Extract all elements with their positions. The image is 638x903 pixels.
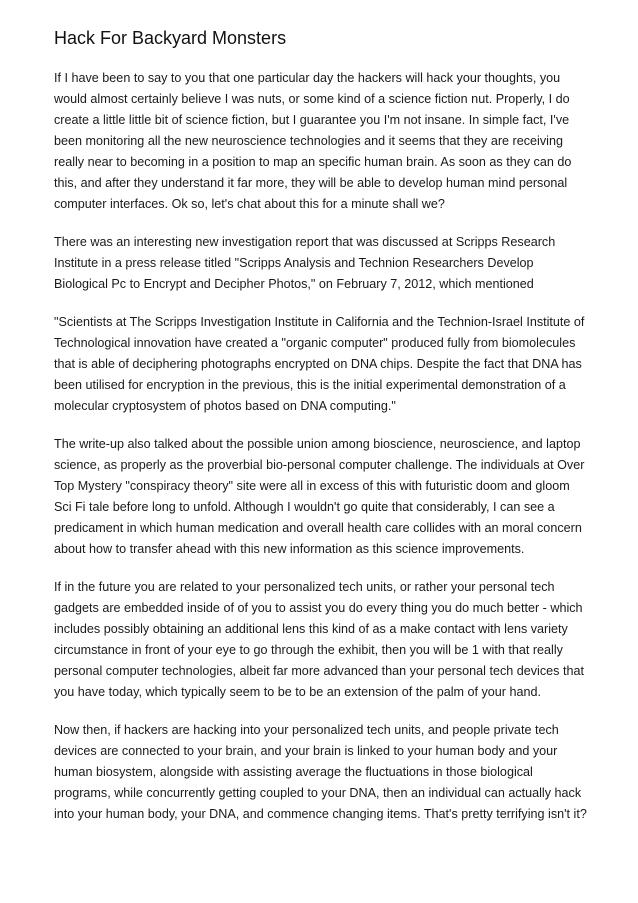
paragraph-1: If I have been to say to you that one particular day the hackers will hack your thoughts, you would almost certainly believe I was nuts, or some kind of a science fiction nut. Properly, I do create a little little bit of science fiction, but I guarantee you I'm not insane. In simple fact, I've been monitoring all the new neuroscience technologies and it seems that they are receiving really near to becoming in a position to map an specific human brain. As soon as they can do this, and after they understand it far more, they will be able to develop human mind personal computer interfaces. Ok so, let's chat about this for a minute shall we? bbox=[54, 71, 572, 211]
paragraph-2: There was an interesting new investigation report that was discussed at Scripps Research Institute in a press release titled "Scripps Analysis and Technion Researchers Develop Biological Pc to Encrypt and Decipher Photos," on February 7, 2012, which mentioned bbox=[54, 235, 556, 291]
paragraph-5: If in the future you are related to your personalized tech units, or rather your personal tech gadgets are embedded inside of of you to assist you do every thing you do much better - which includes possibly obtaining an additional lens this kind of as a make contact with lens variety circumstance in front of your eye to go through the exhibit, then you will be 1 with that really personal computer technologies, albeit far more advanced than your personal tech devices that you have today, which typically seem to be to be an extension of the palm of your hand. bbox=[54, 580, 584, 699]
document-page bbox=[54, 26, 590, 842]
paragraph-3: "Scientists at The Scripps Investigation Institute in California and the Technion-Israel Institute of Technological innovation have created a "organic computer" produced fully from biomolecules that is able of deciphering photographs encrypted on DNA chips. Despite the fact that DNA has been utilised for encryption in the previous, this is the initial experimental demonstration of a molecular cryptosystem of photos based on DNA computing." bbox=[54, 315, 585, 413]
document-title: Hack For Backyard Monsters bbox=[54, 28, 287, 48]
paragraph-6: Now then, if hackers are hacking into your personalized tech units, and people private tech devices are connected to your brain, and your brain is linked to your human body and your human biosystem, alongside with assisting average the fluctuations in those biological programs, while concurrently getting coupled to your DNA, then an individual can actually hack into your human body, your DNA, and commence changing items. That's pretty terrifying isn't it? bbox=[54, 723, 587, 821]
paragraph-4: The write-up also talked about the possible union among bioscience, neuroscience, and laptop science, as properly as the proverbial bio-personal computer challenge. The individuals at Over Top Mystery "conspiracy theory" site were all in excess of this with futuristic doom and gloom Sci Fi tale before long to unfold. Although I wouldn't go quite that considerably, I can see a predicament in which human medication and overall health care collides with an moral concern about how to transfer ahead with this new information as this science improvements. bbox=[54, 437, 585, 556]
